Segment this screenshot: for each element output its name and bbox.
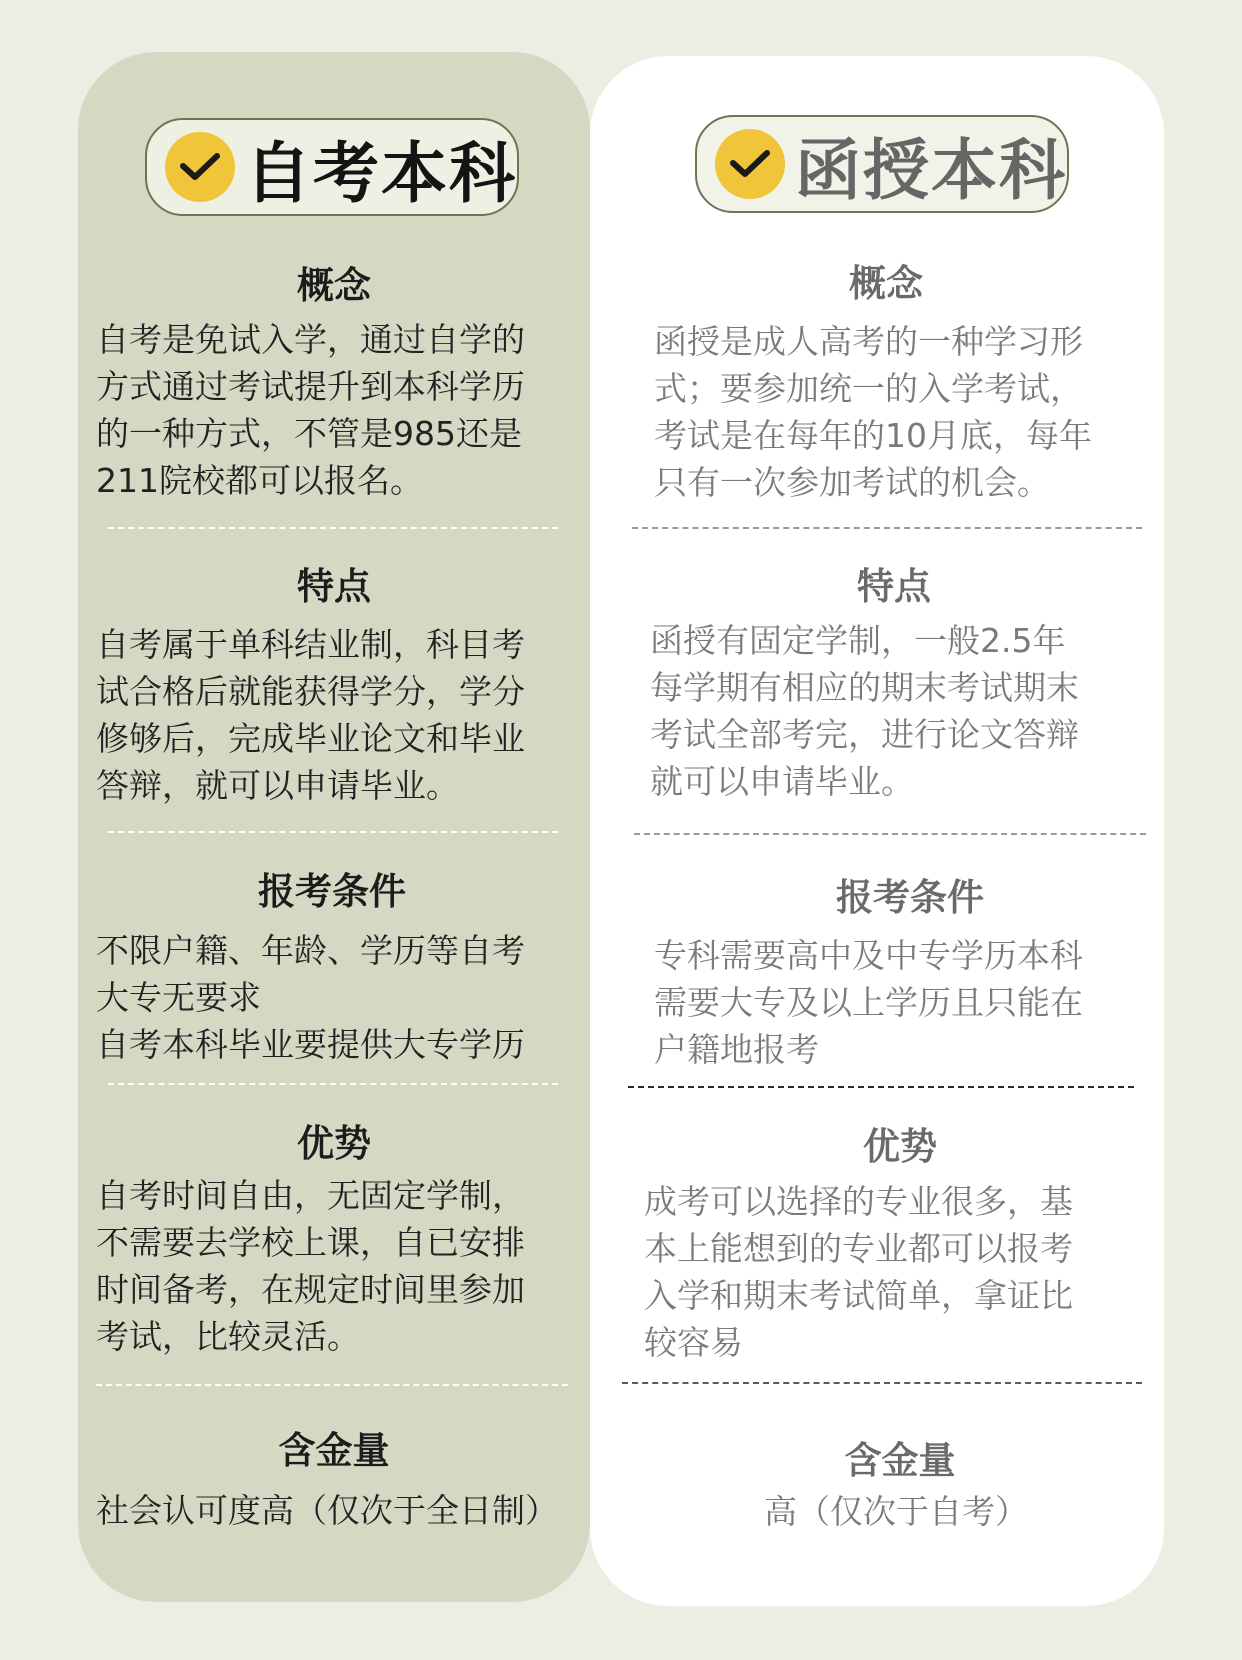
zikao-requirement-text: 不限户籍、年龄、学历等自考 大专无要求 自考本科毕业要提供大专学历: [96, 931, 525, 1064]
divider: [622, 1382, 1142, 1384]
checkmark-icon: [715, 129, 785, 199]
divider: [108, 831, 558, 833]
zikao-feature-text: 自考属于单科结业制，科目考 试合格后就能获得学分，学分 修够后，完成毕业论文和毕业 答辩，就可以申请毕业。: [96, 625, 525, 805]
divider: [634, 833, 1146, 835]
divider: [108, 527, 558, 529]
zikao-title-badge: [145, 118, 519, 216]
hanshou-title-badge: [695, 115, 1069, 213]
hanshou-value-heading: 含金量: [844, 1439, 956, 1482]
zikao-title: 自考本科: [245, 134, 517, 212]
zikao-requirement-heading: 报考条件: [258, 870, 406, 913]
divider: [628, 1086, 1134, 1088]
hanshou-concept-heading: 概念: [849, 262, 923, 305]
divider: [632, 527, 1142, 529]
zikao-advantage-heading: 优势: [297, 1122, 371, 1165]
zikao-value-text: 社会认可度高（仅次于全日制）: [96, 1491, 558, 1530]
hanshou-feature-text: 函授有固定学制，一般2.5年 每学期有相应的期末考试期末 考试全部考完，进行论文答辩 就可以申请毕业。: [650, 621, 1079, 801]
hanshou-value-text: 高（仅次于自考）: [764, 1492, 1028, 1531]
zikao-value-heading: 含金量: [278, 1429, 390, 1472]
hanshou-feature-heading: 特点: [857, 565, 931, 608]
hanshou-advantage-text: 成考可以选择的专业很多，基 本上能想到的专业都可以报考 入学和期末考试简单，拿证比 较容易: [644, 1182, 1073, 1362]
zikao-concept-heading: 概念: [297, 264, 371, 307]
zikao-concept-text: 自考是免试入学，通过自学的 方式通过考试提升到本科学历 的一种方式，不管是985还是 211院校都可以报名。: [96, 320, 525, 500]
hanshou-advantage-heading: 优势: [863, 1125, 937, 1168]
hanshou-requirement-text: 专科需要高中及中专学历本科 需要大专及以上学历且只能在 户籍地报考: [654, 936, 1083, 1069]
zikao-feature-heading: 特点: [297, 565, 371, 608]
checkmark-icon: [165, 132, 235, 202]
zikao-advantage-text: 自考时间自由，无固定学制， 不需要去学校上课，自已安排 时间备考，在规定时间里参加 考试，比较灵活。: [96, 1176, 525, 1356]
hanshou-requirement-heading: 报考条件: [836, 876, 984, 919]
hanshou-title: 函授本科: [795, 131, 1067, 209]
hanshou-concept-text: 函授是成人高考的一种学习形 式；要参加统一的入学考试， 考试是在每年的10月底，每年 只有一次参加考试的机会。: [654, 322, 1092, 502]
divider: [96, 1384, 568, 1386]
divider: [108, 1083, 558, 1085]
